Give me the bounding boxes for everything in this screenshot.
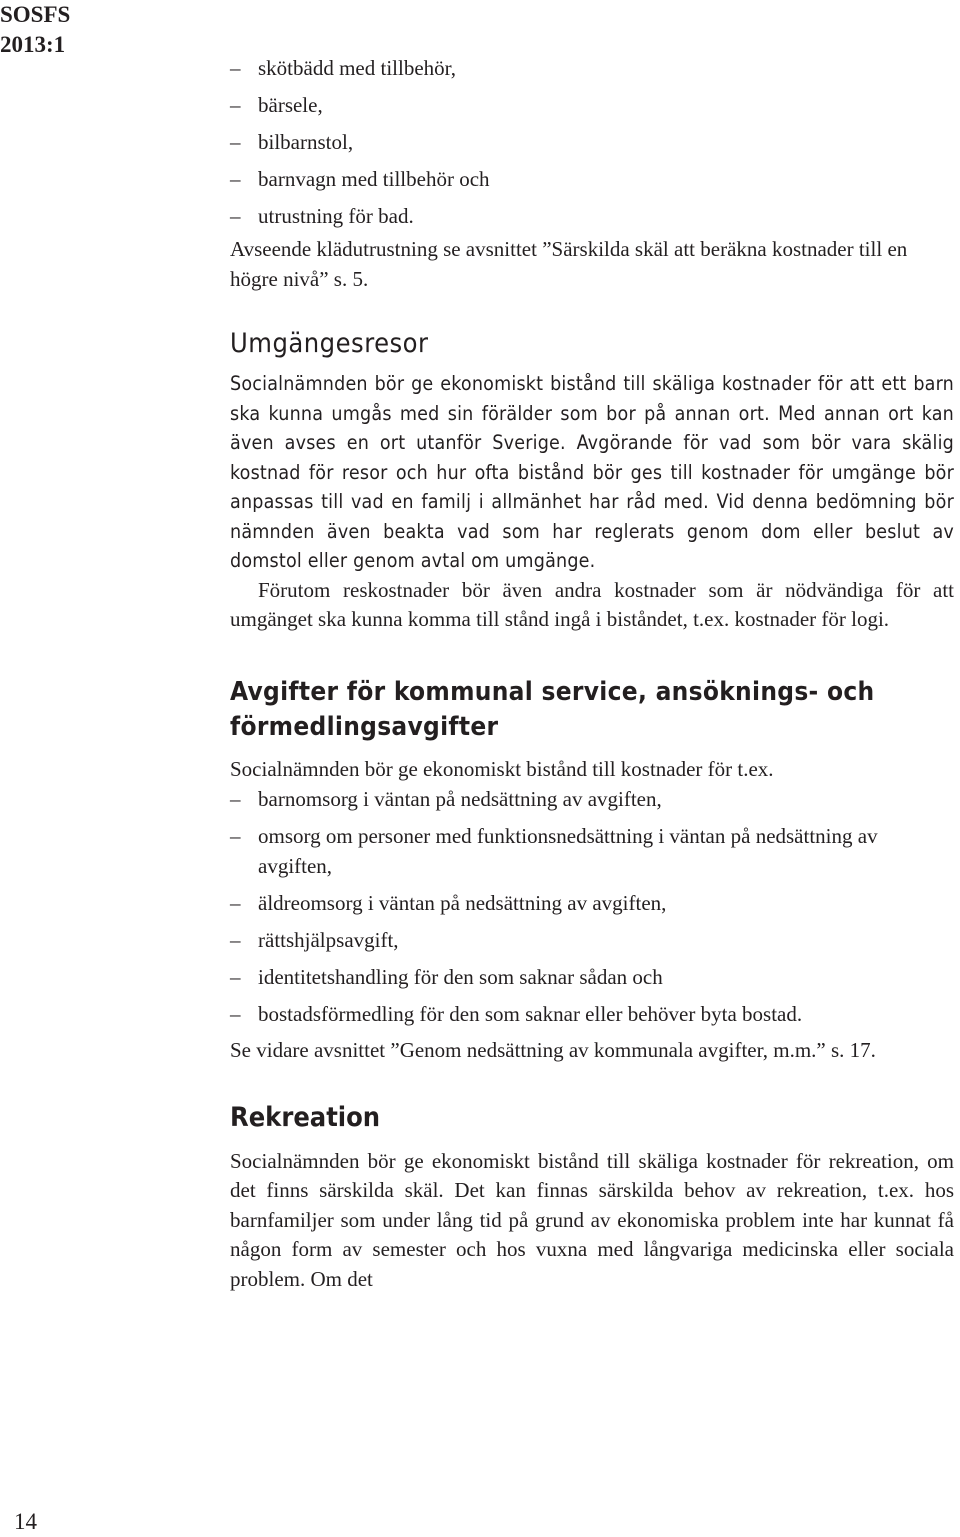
list-item: – omsorg om personer med funktionsnedsättning i väntan på nedsättning av avgiften, xyxy=(230,821,954,881)
list-item: – bilbarnstol, xyxy=(230,124,954,161)
section-heading-rekreation: Rekreation xyxy=(230,1101,381,1133)
umgangesresor-paragraph-2: Förutom reskostnader bör även andra kostnader som är nödvändiga för att umgänget ska kunna komma till stånd ingå i biståndet, t.ex. kostnader för logi. xyxy=(230,577,954,631)
document-series: SOSFS xyxy=(0,2,71,27)
section-heading-avgifter: Avgifter för kommunal service, ansöknings- och förmedlingsavgifter xyxy=(230,676,875,742)
equipment-list xyxy=(230,50,954,235)
page-number: 14 xyxy=(14,1509,37,1534)
fee-list xyxy=(230,784,954,1029)
clothing-reference-paragraph: Avseende klädutrustning se avsnittet ”Särskilda skäl att beräkna kostnader till en högre nivå” s. 5. xyxy=(230,237,908,291)
umgangesresor-paragraph-1: Socialnämnden bör ge ekonomiskt bistånd till skäliga kostnader för att ett barn ska kunna umgås med sin förälder som bor på annan ort. Med annan ort kan även avses en ort utanför Sverige. Avgörande för vad som bör vara skälig kostnad för resor och hur ofta bistånd bör ges till kostnader för umgänge bör anpassas till vad en familj i allmänhet har råd med. Vid denna bedömning bör nämnden även beakta vad som har reglerats genom dom eller beslut av domstol eller genom avtal om umgänge. xyxy=(230,372,954,572)
list-item: – barnvagn med tillbehör och xyxy=(230,161,954,198)
avgifter-intro: Socialnämnden bör ge ekonomiskt bistånd till kostnader för t.ex. xyxy=(230,756,774,781)
rekreation-paragraph: Socialnämnden bör ge ekonomiskt bistånd till skäliga kostnader för rekreation, om det finns särskilda skäl. Det kan finnas särskilda behov av rekreation, t.ex. hos barnfamiljer som under lång tid på grund av ekonomiska problem inte har kunnat få någon form av semester och hos vuxna med långvariga medicinska eller sociala problem. Om det xyxy=(230,1148,954,1291)
section-heading-umgangesresor: Umgängesresor xyxy=(230,328,429,359)
page-body xyxy=(230,50,954,1294)
see-also-reference: Se vidare avsnittet ”Genom nedsättning av kommunala avgifter, m.m.” s. 17. xyxy=(230,1038,876,1062)
list-item: – rättshjälpsavgift, xyxy=(230,925,954,955)
list-item: – barnomsorg i väntan på nedsättning av avgiften, xyxy=(230,784,954,814)
document-number: 2013:1 xyxy=(0,32,66,57)
list-item: – utrustning för bad. xyxy=(230,198,954,235)
list-item: – bostadsförmedling för den som saknar eller behöver byta bostad. xyxy=(230,999,954,1029)
list-item: – identitetshandling för den som saknar sådan och xyxy=(230,962,954,992)
document-stamp xyxy=(0,0,70,60)
list-item: – skötbädd med tillbehör, xyxy=(230,50,954,87)
list-item: – bärsele, xyxy=(230,87,954,124)
list-item: – äldreomsorg i väntan på nedsättning av avgiften, xyxy=(230,888,954,918)
